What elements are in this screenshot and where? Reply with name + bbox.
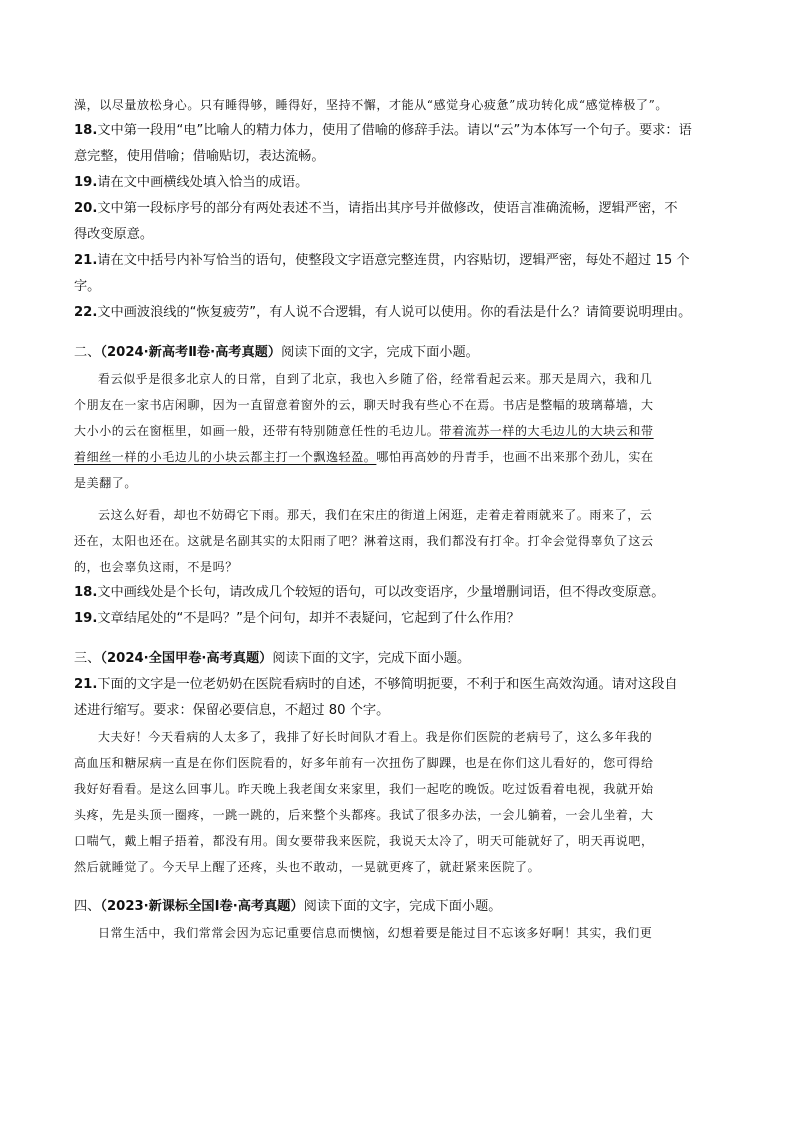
passage-line (74, 418, 724, 444)
passage-line: 大夫好！今天看病的人太多了，我排了好长时间队才看上。我是你们医院的老病号了，这么多年我的 (98, 730, 653, 744)
question-text: 文中画波浪线的“恢复疲劳”，有人说不合逻辑，有人说可以使用。你的看法是什么？请简要说明理由。 (97, 305, 692, 320)
question-number: 19. (74, 175, 98, 190)
passage-line: 个朋友在一家书店闲聊，因为一直留意着窗外的云，聊天时我有些心不在焉。书店是整幅的玻璃幕墙，大 (74, 398, 654, 412)
underlined-sentence: 带着流苏一样的大毛边儿的大块云和带 (439, 424, 654, 438)
passage-line (74, 444, 724, 470)
question-number: 22. (74, 305, 98, 320)
passage-line: 云这么好看，却也不妨碍它下雨。那天，我们在宋庄的街道上闲逛，走着走着雨就来了。雨来了，云 (98, 508, 653, 522)
question-20 (74, 196, 724, 222)
passage-text: 大小小的云在窗框里，如画一般，还带有特别随意任性的毛边儿。 (74, 424, 440, 438)
section-heading-3 (74, 646, 724, 672)
question-21 (74, 248, 724, 274)
question-text: 请在文中画横线处填入恰当的成语。 (97, 175, 309, 190)
section-heading-4 (74, 894, 724, 920)
passage-line: 澡，以尽量放松身心。只有睡得够，睡得好，坚持不懈，才能从“感觉身心疲惫”成功转化成“感觉棒极了”。 (74, 98, 668, 112)
section-number: 三、 (74, 651, 101, 666)
question-number: 18. (74, 123, 98, 138)
question-text: 请在文中括号内补写恰当的语句，使整段文字语意完整连贯，内容贴切，逻辑严密，每处不超过 15 个 (97, 253, 690, 268)
question-21-cont: 字。 (74, 279, 101, 294)
section-instruction: 阅读下面的文字，完成下面小题。 (281, 345, 479, 360)
question-text: 下面的文字是一位老奶奶在医院看病时的自述，不够简明扼要，不利于和医生高效沟通。请对这段自 (97, 677, 678, 692)
passage-line: 头疼，先是头顶一圈疼，一跳一跳的，后来整个头都疼。我试了很多办法，一会儿躺着，一会儿坐着，大 (74, 808, 654, 822)
section-source: （2024·全国甲卷·高考真题） (100, 651, 273, 666)
question-number: 18. (74, 585, 98, 600)
question-19 (74, 606, 724, 632)
section-number: 四、 (74, 899, 101, 914)
passage-line: 还在，太阳也还在。这就是名副其实的太阳雨了吧？淋着这雨，我们都没有打伞。打伞会觉得辜负了这云 (74, 534, 654, 548)
passage-line: 看云似乎是很多北京人的日常，自到了北京，我也入乡随了俗，经常看起云来。那天是周六，我和几 (98, 372, 653, 386)
question-text: 文中第一段用“电”比喻人的精力体力，使用了借喻的修辞手法。请以“云”为本体写一个句子。要求：语 (97, 123, 692, 138)
question-number: 21. (74, 253, 98, 268)
question-text: 文中画线处是个长句，请改成几个较短的语句，可以改变语序，少量增删词语，但不得改变原意。 (97, 585, 665, 600)
question-18 (74, 580, 724, 606)
section-source: （2024·新高考Ⅱ卷·高考真题） (100, 345, 282, 360)
passage-text: 哪怕再高妙的丹青手，也画不出来那个劲儿，实在 (376, 450, 654, 464)
section-instruction: 阅读下面的文字，完成下面小题。 (303, 899, 502, 914)
section-source: （2023·新课标全国Ⅰ卷·高考真题） (100, 899, 304, 914)
question-text: 文章结尾处的“不是吗？”是个问句，却并不表疑问，它起到了什么作用？ (97, 611, 520, 626)
question-18-cont: 意完整，使用借喻；借喻贴切，表达流畅。 (74, 149, 325, 164)
question-21 (74, 672, 724, 698)
passage-line: 高血压和糖尿病一直是在你们医院看的，好多年前有一次扭伤了脚踝，也是在你们这儿看好的，您可得给 (74, 756, 654, 770)
question-number: 20. (74, 201, 98, 216)
passage-line: 的，也会辜负这雨，不是吗？ (74, 560, 238, 574)
question-22 (74, 300, 724, 326)
passage-line: 日常生活中，我们常常会因为忘记重要信息而懊恼，幻想着要是能过目不忘该多好啊！其实，我们更 (98, 926, 653, 940)
section-heading-2 (74, 340, 724, 366)
question-18 (74, 118, 724, 144)
question-number: 19. (74, 611, 98, 626)
question-text: 文中第一段标序号的部分有两处表述不当，请指出其序号并做修改，使语言准确流畅，逻辑严密，不 (97, 201, 678, 216)
passage-line: 是美翻了。 (74, 476, 138, 490)
passage-line: 我好好看看。是这么回事儿。昨天晚上我老闺女来家里，我们一起吃的晚饭。吃过饭看着电视，我就开始 (74, 782, 654, 796)
question-21-cont: 述进行缩写。要求：保留必要信息，不超过 80 个字。 (74, 703, 390, 718)
document-page (74, 92, 724, 946)
question-19 (74, 170, 724, 196)
question-20-cont: 得改变原意。 (74, 227, 154, 242)
question-number: 21. (74, 677, 98, 692)
underlined-sentence: 着细丝一样的小毛边儿的小块云都主打一个飘逸轻盈。 (74, 450, 377, 464)
passage-line: 然后就睡觉了。今天早上醒了还疼，头也不敢动，一晃就更疼了，就赶紧来医院了。 (74, 860, 541, 874)
passage-line: 口喘气，戴上帽子捂着，都没有用。闺女要带我来医院，我说天太冷了，明天可能就好了，明天再说吧， (74, 834, 654, 848)
section-number: 二、 (74, 345, 101, 360)
section-instruction: 阅读下面的文字，完成下面小题。 (272, 651, 471, 666)
